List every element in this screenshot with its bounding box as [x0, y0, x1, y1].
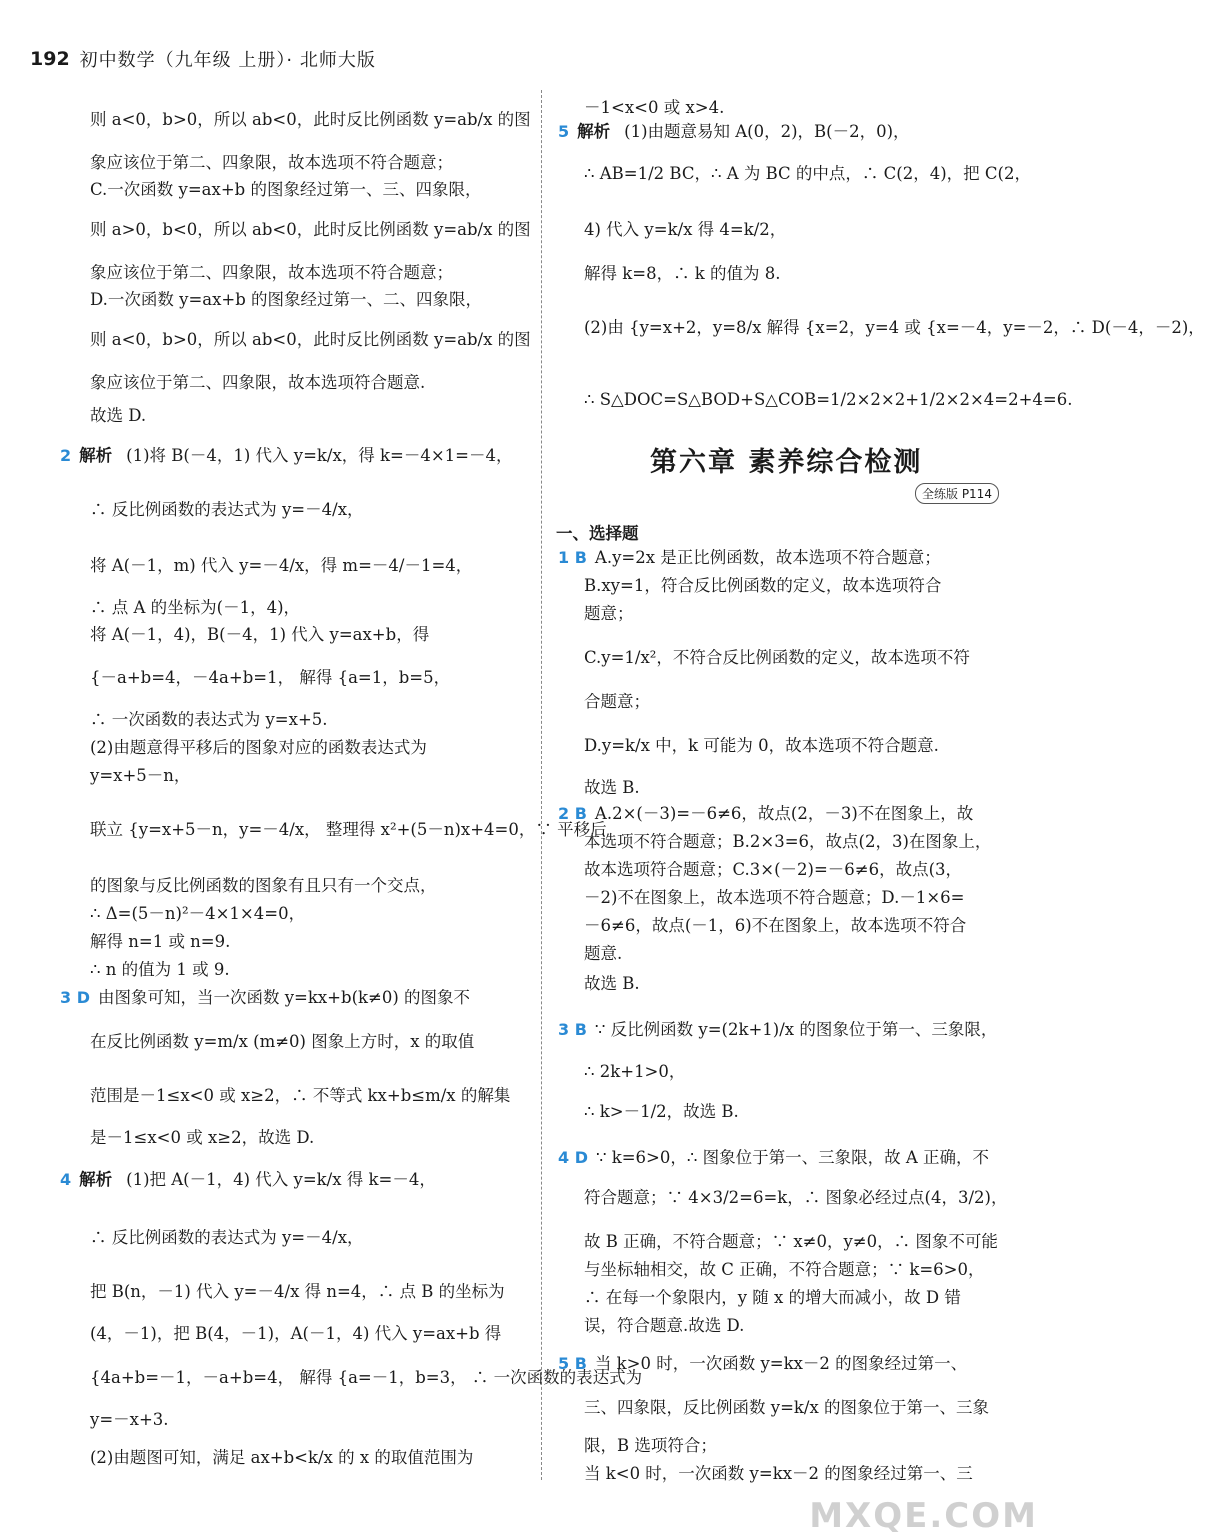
- page-number: 192: [30, 48, 70, 70]
- question-text: 由图象可知，当一次函数 y=kx+b(k≠0) 的图象不: [97, 988, 471, 1007]
- question-number-badge: 1 B: [558, 548, 587, 567]
- question-number-badge: 4: [60, 1170, 72, 1189]
- question-text: (1)把 A(－1，4) 代入 y=k/x 得 k=－4，: [126, 1170, 436, 1189]
- question-answer: [558, 120, 910, 144]
- question-answer: [558, 802, 973, 826]
- question-number-badge: 5 B: [558, 1354, 587, 1373]
- text-line: 本选项不符合题意；B.2×3=6，故点(2，3)在图象上，: [584, 832, 992, 851]
- question-answer: [558, 1352, 967, 1376]
- text-line: ∴ k>－1/2，故选 B.: [584, 1102, 739, 1121]
- text-line: 当 k<0 时，一次函数 y=kx－2 的图象经过第一、三: [584, 1464, 973, 1483]
- text-line: C.一次函数 y=ax+b 的图象经过第一、三、四象限，: [90, 180, 482, 199]
- text-line: 故选 D.: [90, 406, 147, 425]
- text-line: 题意.: [584, 944, 623, 963]
- text-line: 误，符合题意.故选 D.: [584, 1316, 745, 1335]
- text-line: 4) 代入 y=k/x 得 4=k/2，: [584, 220, 787, 239]
- text-line: 则 a>0，b<0，所以 ab<0，此时反比例函数 y=ab/x 的图: [90, 220, 531, 239]
- watermark-logo: MXQE.COM: [809, 1496, 1038, 1536]
- text-line: 故选 B.: [584, 778, 640, 797]
- text-line: B.xy=1，符合反比例函数的定义，故本选项符合: [584, 576, 942, 595]
- text-line: ∴ AB=1/2 BC，∴ A 为 BC 的中点，∴ C(2，4)，把 C(2，: [584, 164, 1031, 183]
- question-answer: [60, 444, 512, 468]
- text-line: 故选 B.: [584, 974, 640, 993]
- question-text: A.2×(－3)=－6≠6，故点(2，－3)不在图象上，故: [594, 804, 974, 823]
- text-line: 则 a<0，b>0，所以 ab<0，此时反比例函数 y=ab/x 的图: [90, 110, 531, 129]
- text-line: 与坐标轴相交，故 C 正确，不符合题意；∵ k=6>0，: [584, 1260, 985, 1279]
- text-line: (2)由题意得平移后的图象对应的函数表达式为: [90, 738, 427, 757]
- text-line: ∴ 2k+1>0，: [584, 1062, 686, 1081]
- text-line: (4，－1)，把 B(4，－1)，A(－1，4) 代入 y=ax+b 得: [90, 1324, 502, 1343]
- text-line: －2)不在图象上，故本选项不符合题意；D.－1×6=: [584, 888, 965, 907]
- chapter-title: 第六章 素养综合检测: [650, 447, 923, 478]
- text-line: 题意；: [584, 604, 634, 623]
- text-line: ∴ 一次函数的表达式为 y=x+5.: [90, 710, 328, 729]
- chapter-reference: 全练版 P114: [915, 483, 999, 504]
- text-line: 联立 {y=x+5－n，y=－4/x， 整理得 x²+(5－n)x+4=0，∵ 平移后: [90, 820, 607, 839]
- question-number-badge: 3 D: [60, 988, 90, 1007]
- question-number-badge: 2 B: [558, 804, 587, 823]
- text-line: ∴ n 的值为 1 或 9.: [90, 960, 230, 979]
- question-number-badge: 5: [558, 122, 570, 141]
- text-line: (2)由 {y=x+2，y=8/x 解得 {x=2，y=4 或 {x=－4，y=－2，∴ D(－4，－2)，: [584, 318, 1205, 337]
- text-line: －1<x<0 或 x>4.: [584, 98, 725, 117]
- text-line: 象应该位于第二、四象限，故本选项不符合题意；: [90, 153, 453, 172]
- text-line: 的图象与反比例函数的图象有且只有一个交点，: [90, 876, 437, 895]
- text-line: 则 a<0，b>0，所以 ab<0，此时反比例函数 y=ab/x 的图: [90, 330, 531, 349]
- text-line: {－a+b=4，－4a+b=1， 解得 {a=1，b=5，: [90, 668, 451, 687]
- text-line: ∴ Δ=(5－n)²－4×1×4=0，: [90, 904, 306, 923]
- question-text: (1)由题意易知 A(0，2)，B(－2，0)，: [624, 122, 910, 141]
- page-header: [30, 42, 376, 76]
- text-line: 在反比例函数 y=m/x (m≠0) 图象上方时，x 的取值: [90, 1032, 475, 1051]
- text-line: ∴ 反比例函数的表达式为 y=－4/x，: [90, 1228, 364, 1247]
- question-text: (1)将 B(－4，1) 代入 y=k/x，得 k=－4×1=－4，: [126, 446, 513, 465]
- text-line: 三、四象限，反比例函数 y=k/x 的图象位于第一、三象: [584, 1398, 989, 1417]
- text-line: {4a+b=－1，－a+b=4， 解得 {a=－1，b=3， ∴ 一次函数的表达式为: [90, 1368, 643, 1387]
- question-answer: [60, 986, 470, 1010]
- text-line: 合题意；: [584, 692, 650, 711]
- question-answer: [60, 1168, 436, 1192]
- text-line: 故 B 正确，不符合题意；∵ x≠0，y≠0，∴ 图象不可能: [584, 1232, 998, 1251]
- text-line: －6≠6，故点(－1，6)不在图象上，故本选项不符合: [584, 916, 967, 935]
- text-line: 范围是－1≤x<0 或 x≥2，∴ 不等式 kx+b≤m/x 的解集: [90, 1086, 511, 1105]
- text-line: 解得 n=1 或 n=9.: [90, 932, 231, 951]
- section-heading: 一、选择题: [556, 524, 639, 543]
- question-number-badge: 3 B: [558, 1020, 587, 1039]
- question-number-badge: 2: [60, 446, 72, 465]
- question-answer: [558, 1018, 997, 1042]
- question-text: ∵ k=6>0，∴ 图象位于第一、三象限，故 A 正确，不: [595, 1148, 990, 1167]
- analysis-label: 解析: [79, 1170, 113, 1189]
- text-line: 解得 k=8，∴ k 的值为 8.: [584, 264, 781, 283]
- book-title: 初中数学（九年级 上册）· 北师大版: [79, 50, 376, 71]
- text-line: y=x+5－n，: [90, 766, 191, 785]
- text-line: 将 A(－1，m) 代入 y=－4/x，得 m=－4/－1=4，: [90, 556, 473, 575]
- question-text: ∵ 反比例函数 y=(2k+1)/x 的图象位于第一、三象限，: [594, 1020, 998, 1039]
- question-text: A.y=2x 是正比例函数，故本选项不符合题意；: [594, 548, 941, 567]
- text-line: 象应该位于第二、四象限，故本选项符合题意.: [90, 373, 426, 392]
- text-line: D.y=k/x 中，k 可能为 0，故本选项不符合题意.: [584, 736, 939, 755]
- text-line: ∴ 点 A 的坐标为(－1，4)，: [90, 598, 301, 617]
- text-line: y=－x+3.: [90, 1410, 169, 1429]
- text-line: 将 A(－1，4)，B(－4，1) 代入 y=ax+b，得: [90, 625, 430, 644]
- text-line: ∴ S△DOC=S△BOD+S△COB=1/2×2×2+1/2×2×4=2+4=6.: [584, 390, 1073, 409]
- text-line: ∴ 在每一个象限内，y 随 x 的增大而减小，故 D 错: [584, 1288, 961, 1307]
- question-text: 当 k>0 时，一次函数 y=kx－2 的图象经过第一、: [594, 1354, 968, 1373]
- text-line: C.y=1/x²，不符合反比例函数的定义，故本选项不符: [584, 648, 970, 667]
- question-answer: [558, 1146, 989, 1170]
- text-line: 故本选项符合题意；C.3×(－2)=－6≠6，故点(3，: [584, 860, 963, 879]
- question-answer: [558, 546, 941, 570]
- text-line: 把 B(n，－1) 代入 y=－4/x 得 n=4，∴ 点 B 的坐标为: [90, 1282, 505, 1301]
- text-line: ∴ 反比例函数的表达式为 y=－4/x，: [90, 500, 364, 519]
- question-number-badge: 4 D: [558, 1148, 588, 1167]
- text-line: 限，B 选项符合；: [584, 1436, 717, 1455]
- text-line: (2)由题图可知，满足 ax+b<k/x 的 x 的取值范围为: [90, 1448, 474, 1467]
- analysis-label: 解析: [79, 446, 113, 465]
- text-line: 象应该位于第二、四象限，故本选项不符合题意；: [90, 263, 453, 282]
- text-line: D.一次函数 y=ax+b 的图象经过第一、二、四象限，: [90, 290, 483, 309]
- analysis-label: 解析: [577, 122, 611, 141]
- text-line: 是－1≤x<0 或 x≥2，故选 D.: [90, 1128, 315, 1147]
- column-divider: [541, 90, 542, 1480]
- text-line: 符合题意；∵ 4×3/2=6=k，∴ 图象必经过点(4，3/2)，: [584, 1188, 1008, 1207]
